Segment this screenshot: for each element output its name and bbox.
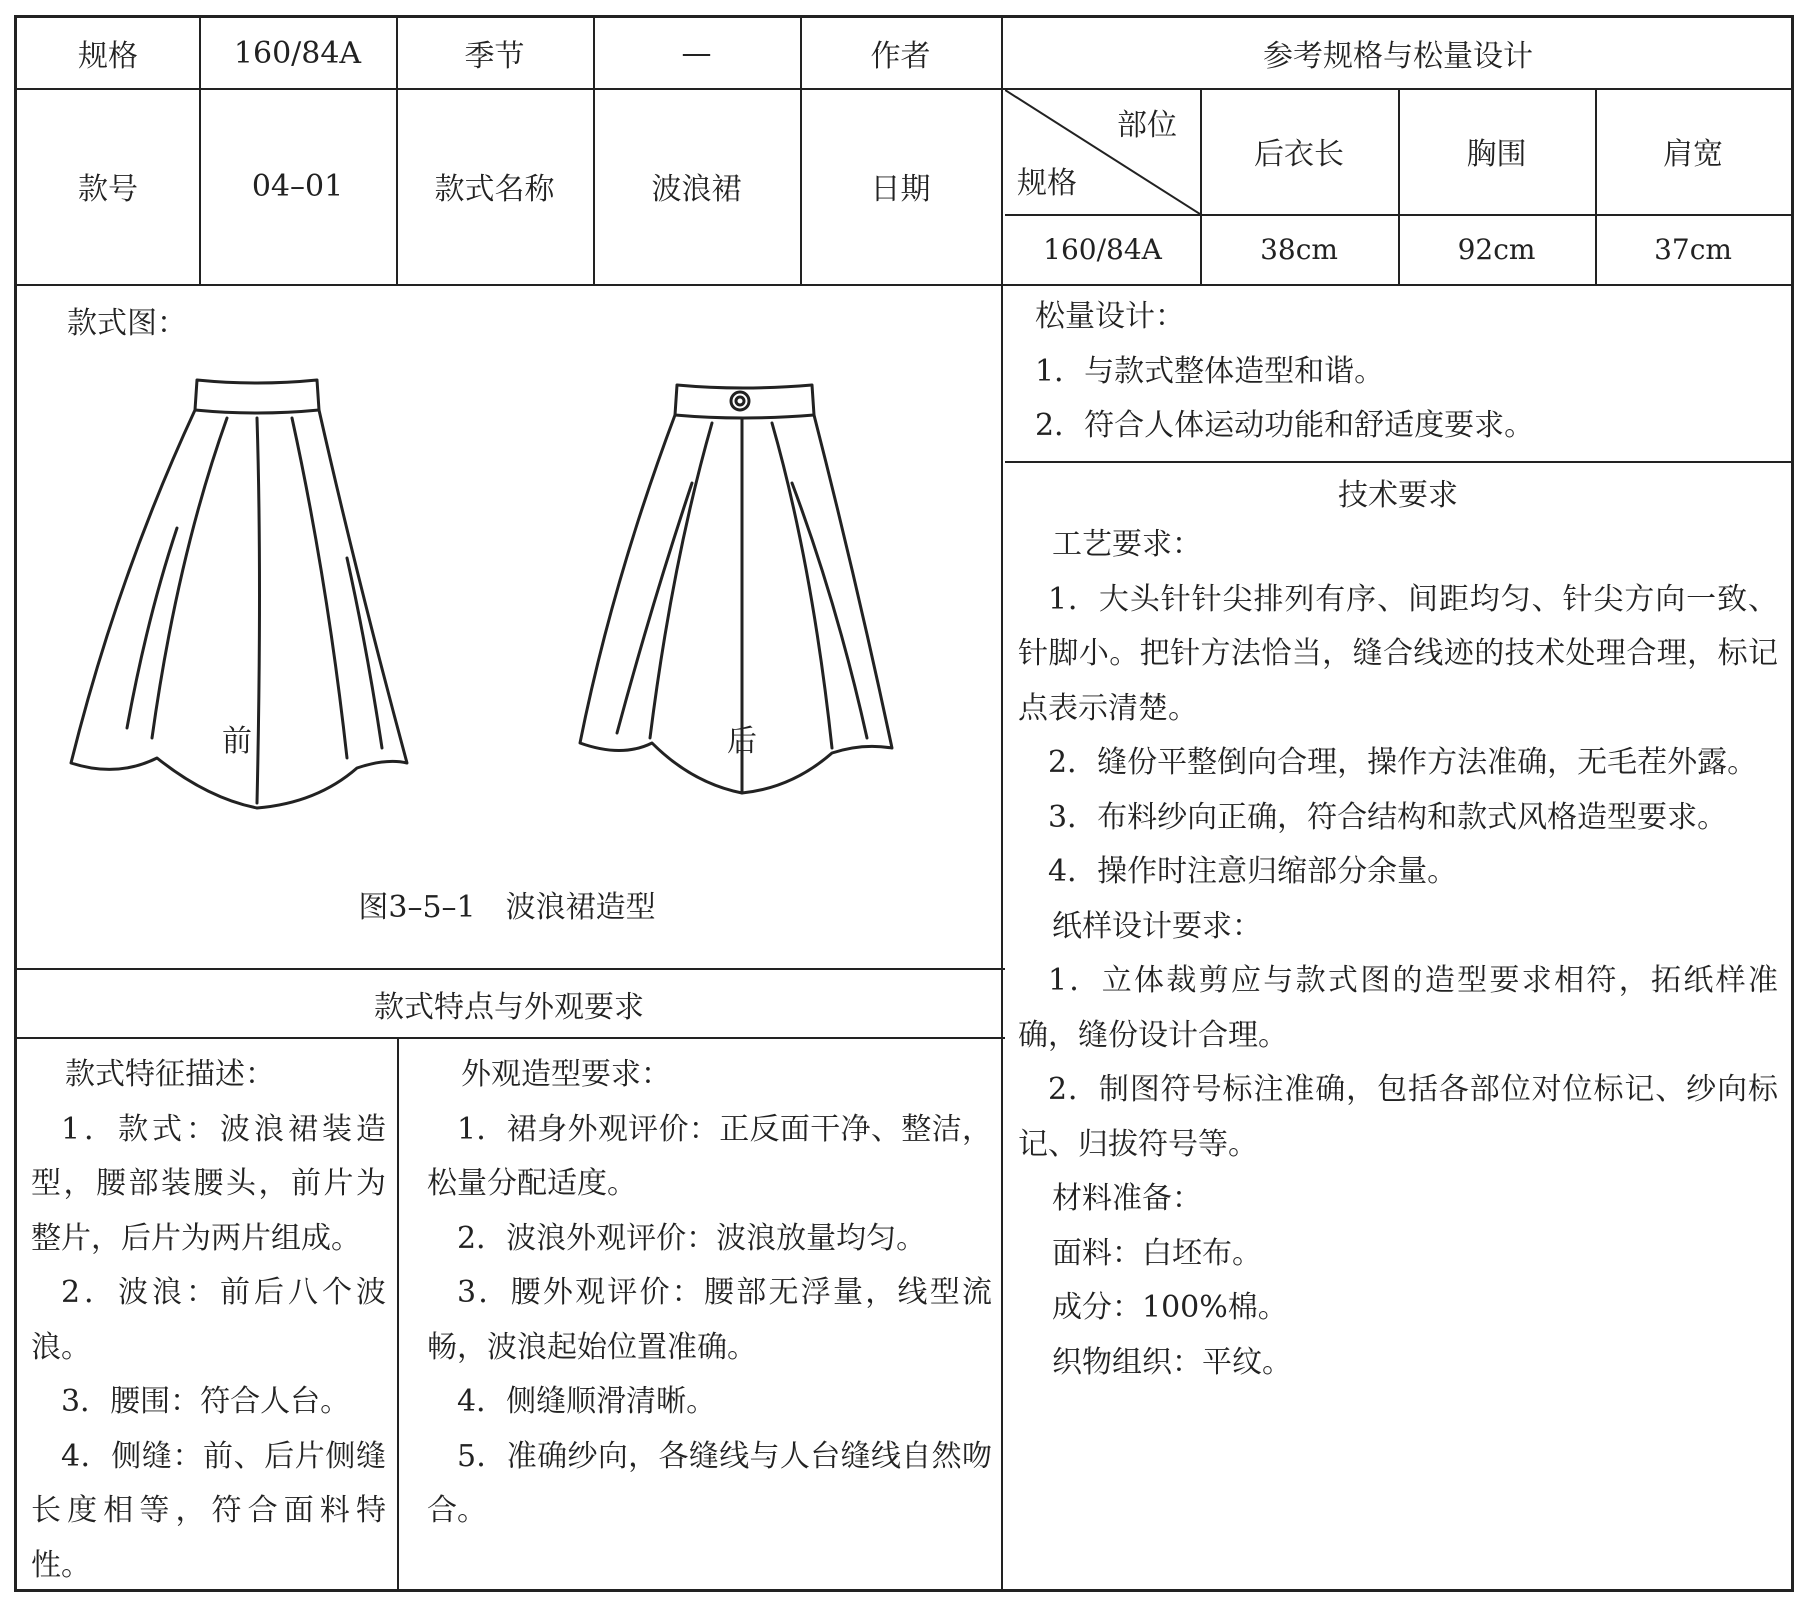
pattern-item-2: 2．制图符号标注准确，包括各部位对位标记、纱向标记、归拔符号等。 [1018, 1072, 1778, 1162]
season-label: 季节 [464, 39, 525, 74]
look-item-3: 3．腰外观评价：腰部无浮量，线型流畅，波浪起始位置准确。 [427, 1275, 992, 1365]
ref-value-back-length: 38cm [1260, 232, 1338, 266]
tech-title: 技术要求 [1338, 478, 1458, 513]
author-label: 作者 [870, 39, 931, 74]
look-item-4: 4．侧缝顺滑清晰。 [457, 1384, 717, 1419]
ref-row-label: 160/84A [1043, 232, 1162, 266]
main-column-divider [1001, 18, 1003, 1589]
ease-item-1: 1．与款式整体造型和谐。 [1035, 353, 1385, 389]
ease-title: 松量设计： [1035, 299, 1185, 334]
craft-item-1: 1．大头针针尖排列有序、间距均匀、针尖方向一致、针脚小。把针方法恰当，缝合线迹的技术处理合理，标记点表示清楚。 [1018, 581, 1778, 726]
features-title-bottom [17, 1037, 1005, 1039]
style-no-label: 款号 [78, 172, 138, 207]
pattern-item-1: 1．立体裁剪应与款式图的造型要求相符，拓纸样准确，缝份设计合理。 [1018, 963, 1778, 1053]
ref-value-bust: 92cm [1457, 232, 1536, 266]
craft-item-3: 3．布料纱向正确，符合结构和款式风格造型要求。 [1048, 799, 1728, 835]
spec-sheet [14, 15, 1794, 1592]
features-title: 款式特点与外观要求 [374, 989, 644, 1025]
ref-corner-bottom: 规格 [1017, 166, 1077, 201]
feature-desc-item-2: 2．波浪：前后八个波浪。 [31, 1275, 386, 1365]
craft-item-4: 4．操作时注意归缩部分余量。 [1048, 854, 1458, 889]
row-divider-2 [17, 284, 1791, 286]
features-col-divider [397, 1037, 399, 1589]
look-item-1: 1．裙身外观评价：正反面干净、整洁，松量分配适度。 [427, 1111, 992, 1201]
feature-desc-item-3: 3．腰围：符合人台。 [61, 1384, 351, 1419]
look-item-5: 5．准确纱向，各缝线与人台缝线自然吻合。 [427, 1438, 992, 1528]
front-label: 前 [222, 724, 252, 759]
ease-item-2: 2．符合人体运动功能和舒适度要求。 [1035, 408, 1535, 443]
look-requirements-section [427, 1048, 992, 1588]
front-skirt-drawing [57, 378, 457, 828]
ease-section [1035, 290, 1775, 460]
back-label: 后 [727, 724, 757, 759]
ref-corner-top: 部位 [1117, 108, 1177, 143]
ref-col-bust: 胸围 [1466, 137, 1527, 172]
pattern-title: 纸样设计要求： [1052, 908, 1262, 944]
spec-label: 规格 [78, 39, 138, 74]
ref-title: 参考规格与松量设计 [1263, 39, 1533, 74]
season-value: — [681, 35, 712, 71]
right-section-divider [1005, 461, 1791, 463]
tech-section [1018, 518, 1778, 1578]
craft-title: 工艺要求： [1052, 527, 1202, 562]
material-title: 材料准备： [1052, 1181, 1202, 1216]
style-name-label: 款式名称 [434, 172, 555, 207]
ref-value-shoulder: 37cm [1654, 232, 1732, 266]
material-weave: 织物组织：平纹。 [1052, 1344, 1292, 1380]
feature-desc-item-4: 4．侧缝：前、后片侧缝长度相等，符合面料特性。 [31, 1438, 386, 1583]
figure-caption: 图3–5–1 波浪裙造型 [358, 890, 656, 925]
look-item-2: 2．波浪外观评价：波浪放量均匀。 [457, 1220, 927, 1256]
feature-desc-item-1: 1．款式：波浪裙装造型，腰部装腰头，前片为整片，后片为两片组成。 [31, 1111, 386, 1256]
feature-desc-section [31, 1048, 386, 1588]
ref-col-back-length: 后衣长 [1254, 137, 1344, 172]
look-title: 外观造型要求： [461, 1057, 671, 1092]
feature-desc-title: 款式特征描述： [65, 1057, 275, 1092]
style-name-value: 波浪裙 [651, 172, 742, 207]
ref-col-shoulder: 肩宽 [1663, 137, 1723, 172]
figure-section-label: 款式图： [67, 306, 187, 341]
craft-item-2: 2．缝份平整倒向合理，操作方法准确，无毛茬外露。 [1048, 745, 1758, 780]
style-no-value: 04–01 [251, 168, 344, 204]
material-composition: 成分：100%棉。 [1052, 1290, 1288, 1325]
date-label: 日期 [870, 172, 931, 207]
material-fabric: 面料：白坯布。 [1052, 1235, 1262, 1271]
spec-value: 160/84A [233, 35, 362, 71]
